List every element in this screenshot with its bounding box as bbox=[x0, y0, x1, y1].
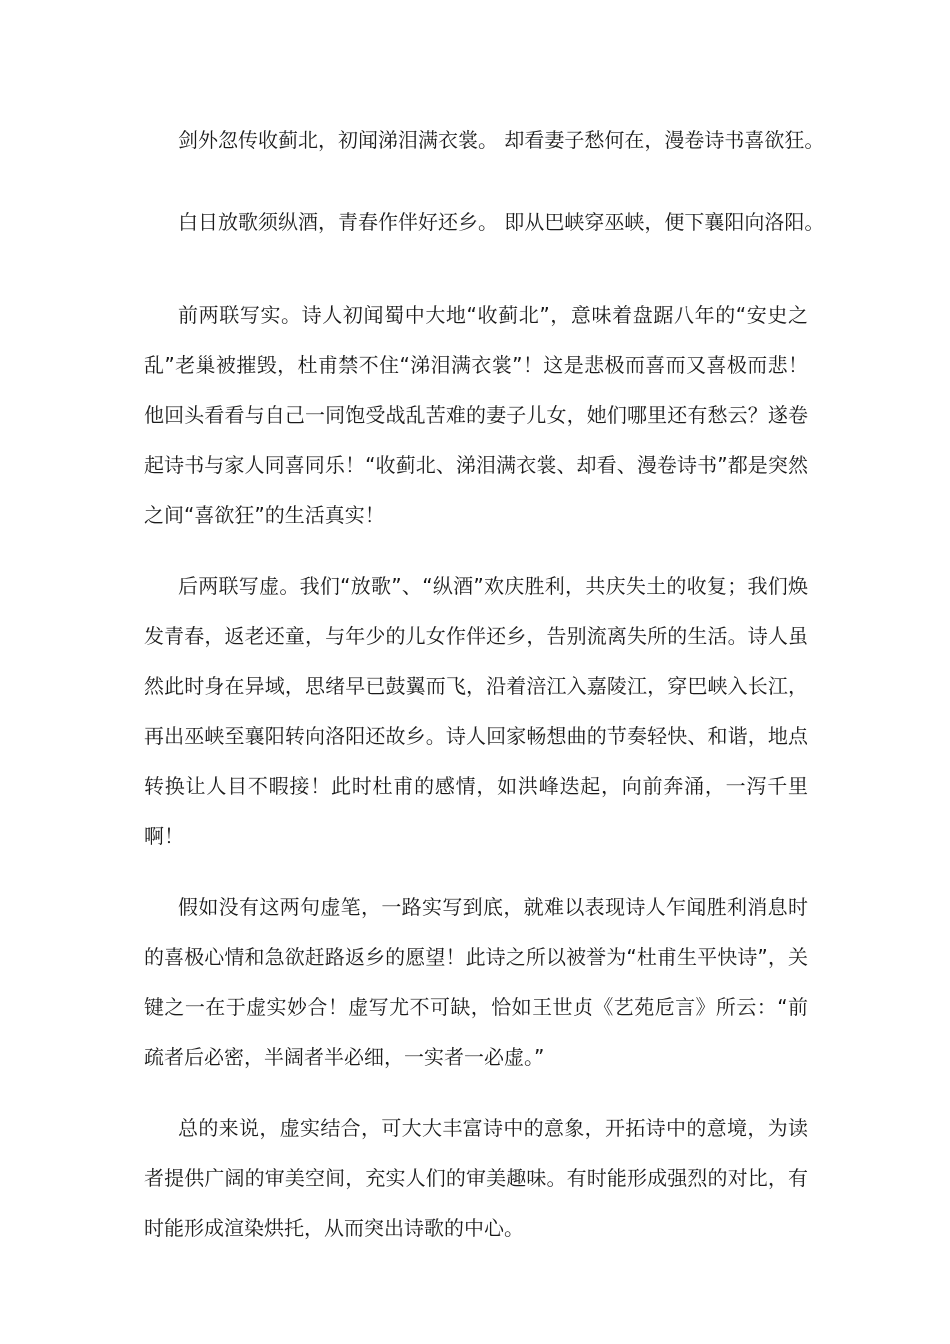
paragraph-analysis: 假如没有这两句虚笔，一路实写到底，就难以表现诗人乍闻胜利消息时的喜极心情和急欲赶路返乡的愿望！此诗之所以被誉为“杜甫生平快诗”，关键之一在于虚实妙合！虚写尤不可缺，恰如王世贞《艺苑卮言》所云：“前疏者后必密，半阔者半必细，一实者一必虚。” bbox=[144, 895, 808, 1069]
paragraph-imaginative: 后两联写虚。我们“放歌”、“纵酒”欢庆胜利，共庆失土的收复；我们焕发青春，返老还童，与年少的儿女作伴还乡，告别流离失所的生活。诗人虽然此时身在异域，思绪早已鼓翼而飞，沿着涪江入嘉陵江，穿巴峡入长江，再出巫峡至襄阳转向洛阳还故乡。诗人回家畅想曲的节奏轻快、和谐，地点转换让人目不暇接！此时杜甫的感情，如洪峰迭起，向前奔涌，一泻千里啊！ bbox=[144, 574, 808, 848]
document-body bbox=[144, 128, 825, 1253]
poem-line-1: 剑外忽传收蓟北，初闻涕泪满衣裳。 却看妻子愁何在，漫卷诗书喜欲狂。 bbox=[178, 128, 825, 152]
poem-line-2: 白日放歌须纵酒，青春作伴好还乡。 即从巴峡穿巫峡，便下襄阳向洛阳。 bbox=[178, 210, 825, 234]
paragraph-conclusion: 总的来说，虚实结合，可大大丰富诗中的意象，开拓诗中的意境，为读者提供广阔的审美空间，充实人们的审美趣味。有时能形成强烈的对比，有时能形成渲染烘托，从而突出诗歌的中心。 bbox=[144, 1116, 808, 1240]
paragraph-realistic: 前两联写实。诗人初闻蜀中大地“收蓟北”，意味着盘踞八年的“安史之乱”老巢被摧毁，杜甫禁不住“涕泪满衣裳”！这是悲极而喜而又喜极而悲！他回头看看与自己一同饱受战乱苦难的妻子儿女，她们哪里还有愁云？遂卷起诗书与家人同喜同乐！“收蓟北、涕泪满衣裳、却看、漫卷诗书”都是突然之间“喜欲狂”的生活真实！ bbox=[144, 303, 808, 527]
